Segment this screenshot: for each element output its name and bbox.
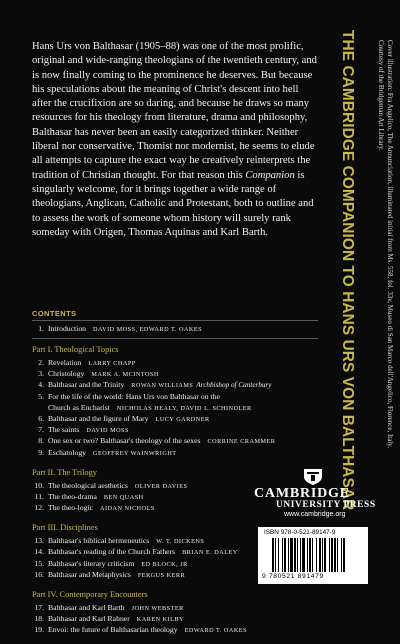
toc-row: 10. The theological aesthetics OLIVER DAVIES	[34, 480, 188, 490]
toc-row: 14. Balthasar's reading of the Church Fathers BRIAN E. DALEY	[34, 547, 238, 557]
contents-divider	[32, 338, 318, 339]
toc-intro	[32, 323, 332, 334]
publisher-url: www.cambridge.org	[284, 511, 346, 518]
toc-row: 13. Balthasar's biblical hermeneutics W. T. DICKENS	[34, 536, 205, 546]
toc-row: 3. Christology MARK A. MCINTOSH	[38, 369, 159, 379]
barcode	[258, 527, 368, 584]
toc-row: 12. The theo-logic AIDAN NICHOLS	[34, 503, 155, 513]
toc-row: 9. Eschatology GEOFFREY WAINWRIGHT	[38, 447, 177, 457]
back-cover-blurb: Hans Urs von Balthasar (1905–88) was one of the most prolific, original and wide-ranging theologians of the twentieth century, and is now finally coming to the prominence he deserves. But because his speculations about the meaning of Christ's descent into hell after the crucifixion are so daring, and because he draws so many resources for his theology from literature, drama and philosophy, Balthasar has never been an easily categorized thinker. Neither liberal nor conservative, Thomist nor modernist, he seems to elude all attempts to capture the exact way he creatively reinterprets the tradition of Christian thought. For that reason this Companion is singularly welcome, for it brings together a wide range of theologians, Anglican, Catholic and Protestant, both to outline and to assess the work of someone whom history will surely rank someday with Origen, Thomas Aquinas and Karl Barth.	[32, 41, 317, 238]
toc-row: 15. Balthasar's literary criticism ED BLOCK, JR	[34, 558, 188, 568]
toc-row: 18. Balthasar and Karl Rahner KAREN KILBY	[34, 614, 185, 624]
toc-row: 19. Envoi: the future of Balthasarian theology EDWARD T. OAKES	[34, 625, 248, 635]
spine-title: THE CAMBRIDGE COMPANION TO HANS URS VON BALTHASAR	[339, 30, 356, 511]
toc-row: 17. Balthasar and Karl Barth JOHN WEBSTER	[34, 603, 184, 612]
cambridge-crest-icon	[302, 468, 324, 486]
toc-row: 5. For the life of the world: Hans Urs von Balthasar on the	[38, 391, 220, 401]
toc-row: 1. Introduction DAVID MOSS, EDWARD T. OAKES	[38, 324, 203, 333]
publisher-press: UNIVERSITY PRESS	[276, 500, 376, 510]
isbn-label: ISBN 978-0-521-89147-9	[264, 529, 336, 536]
toc-row: 8. One sex or two? Balthasar's theology of the sexes CORRINE CRAMMER	[38, 436, 276, 446]
blurb-italic: Companion	[245, 169, 295, 181]
contents-divider	[32, 320, 318, 321]
publisher-name: CAMBRIDGE	[254, 486, 350, 501]
toc-row: 16. Balthasar and Metaphysics FERGUS KERR	[34, 569, 186, 579]
toc-row: 4. Balthasar and the Trinity ROWAN WILLIAMS Archbishop of Canterbury	[38, 380, 272, 390]
cover-credit: Cover illustration: Fra Angelico, The Annunciation, illuminated initial from Ms. 558, fol. 33v, Museo di San Marco dell'Angelico, Florence, Italy. Courtesy of the Bridgeman Art Library.	[376, 40, 394, 449]
contents-heading: CONTENTS	[32, 309, 77, 318]
toc-part-heading: Part I. Theological Topics	[32, 345, 119, 354]
toc-row: Church as Eucharist NICHOLAS HEALY, DAVID L. SCHINDLER	[48, 402, 252, 412]
toc-row: 2. Revelation LARRY CHAPP	[38, 358, 136, 367]
toc-row: 6. Balthasar and the figure of Mary LUCY GARDNER	[38, 413, 210, 423]
toc-row: 7. The saints DAVID MOSS	[38, 425, 129, 435]
toc-part-heading: Part II. The Trilogy	[32, 467, 97, 477]
toc-part-heading: Part IV. Contemporary Encounters	[32, 590, 148, 599]
barcode-digits: 9 780521 891479	[262, 573, 324, 580]
toc-part-heading: Part III. Disciplines	[32, 523, 98, 533]
barcode-bars-icon	[272, 538, 362, 572]
toc-row: 11. The theo-drama BEN QUASH	[34, 491, 144, 501]
